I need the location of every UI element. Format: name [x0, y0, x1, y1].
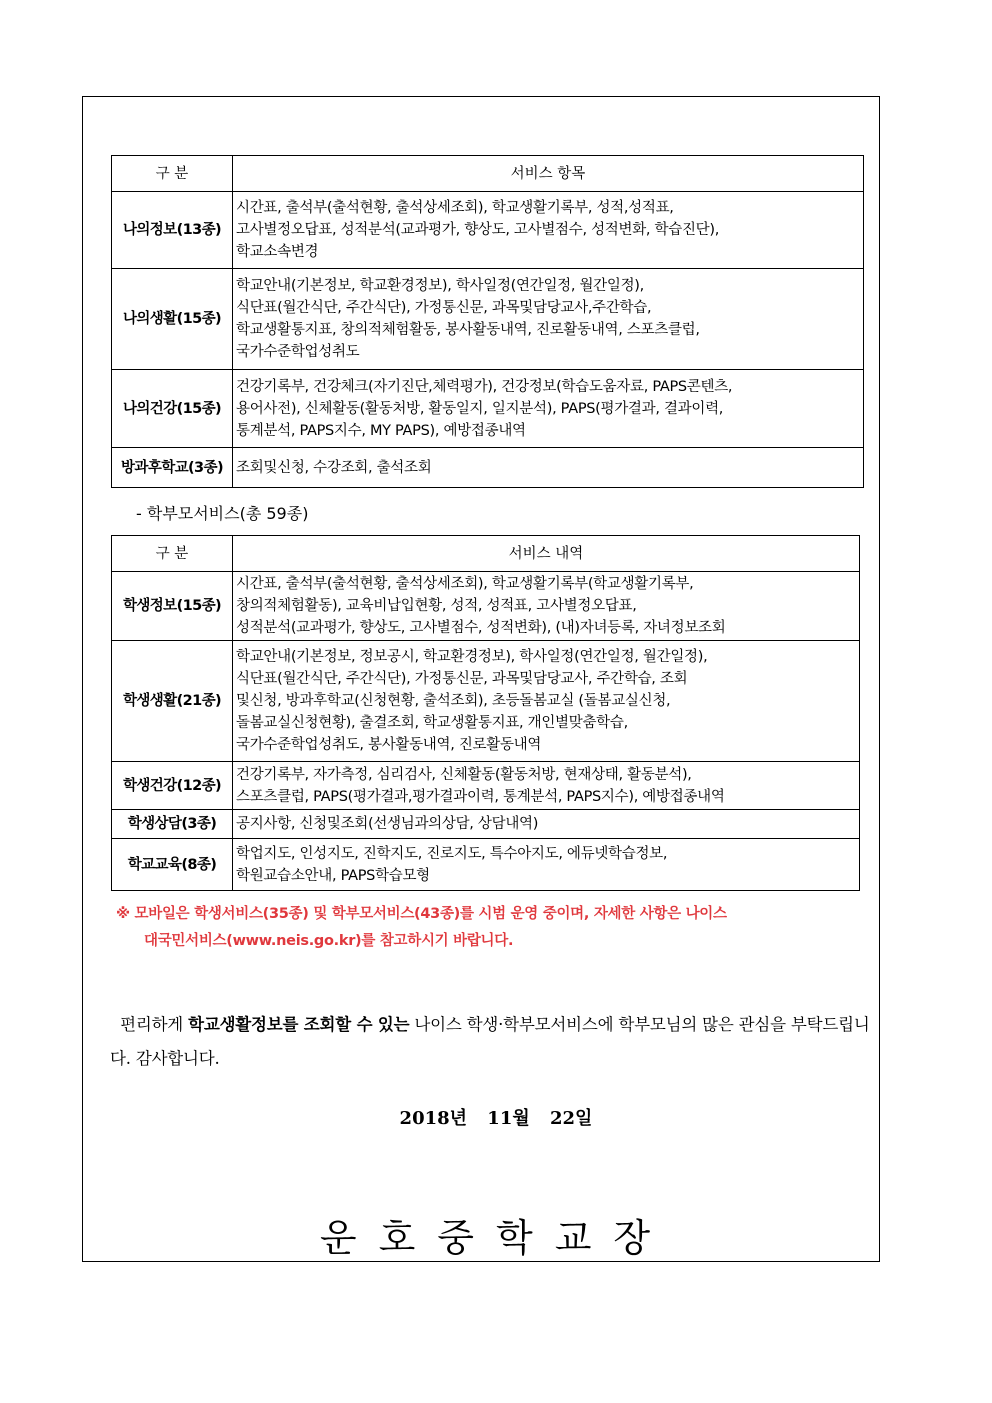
notice-line: 대국민서비스(www.neis.go.kr)를 참고하시기 바랍니다.	[144, 933, 514, 949]
description-line: 돌봄교실신청현황), 출결조회, 학교생활통지표, 개인별맞춤학습,	[236, 715, 628, 731]
description-line: 및신청, 방과후학교(신청현황, 출석조회), 초등돌봄교실 (돌봄교실신청,	[236, 693, 671, 709]
category-cell: 학교교육(8종)	[112, 839, 233, 891]
description-line: 학업지도, 인성지도, 진학지도, 진로지도, 특수아지도, 에듀넷학습정보,	[236, 845, 668, 862]
header-service-items: 서비스 항목	[233, 156, 864, 192]
paragraph-emphasis: 학교생활정보를 조회할 수 있는	[188, 1015, 410, 1034]
table-row	[112, 572, 860, 641]
notice-line: ※ 모바일은 학생서비스(35종) 및 학부모서비스(43종)를 시범 운영 중이며, 자세한 사항은 나이스	[116, 906, 727, 922]
table-row	[112, 370, 864, 448]
parent-service-table	[111, 535, 860, 891]
table-row	[112, 192, 864, 269]
paragraph-text: 편리하게	[110, 1015, 189, 1034]
table-row	[112, 269, 864, 370]
description-line: 조회및신청, 수강조회, 출석조회	[236, 459, 432, 476]
table-row	[112, 839, 860, 891]
description-line: 공지사항, 신청및조회(선생님과의상담, 상담내역)	[236, 816, 539, 832]
description-cell	[233, 192, 864, 269]
description-line: 건강기록부, 건강체크(자기진단,체력평가), 건강정보(학습도움자료, PAPS콘텐츠,	[236, 378, 733, 395]
description-line: 학원교습소안내, PAPS학습모형	[236, 867, 430, 884]
table-row	[112, 641, 860, 762]
description-line: 학교안내(기본정보, 학교환경정보), 학사일정(연간일정, 월간일정),	[236, 278, 644, 294]
description-line: 시간표, 출석부(출석현황, 출석상세조회), 학교생활기록부(학교생활기록부,	[236, 576, 694, 592]
description-line: 성적분석(교과평가, 향상도, 고사별점수, 성적변화), (내)자녀등록, 자녀정보조회	[236, 620, 726, 636]
category-cell: 방과후학교(3종)	[112, 448, 233, 488]
category-cell: 나의생활(15종)	[112, 269, 233, 370]
description-cell	[233, 641, 860, 762]
table-row	[112, 448, 864, 488]
description-line: 고사별정오답표, 성적분석(교과평가, 향상도, 고사별점수, 성적변화, 학습진단),	[236, 222, 720, 238]
closing-paragraph	[110, 1008, 870, 1076]
mobile-notice	[116, 901, 727, 955]
student-service-table	[111, 155, 864, 488]
category-cell: 나의정보(13종)	[112, 192, 233, 269]
category-cell: 나의건강(15종)	[112, 370, 233, 448]
description-line: 시간표, 출석부(출석현황, 출석상세조회), 학교생활기록부, 성적,성적표,	[236, 200, 674, 216]
header-category: 구 분	[112, 156, 233, 192]
description-line: 통계분석, PAPS지수, MY PAPS), 예방접종내역	[236, 422, 526, 439]
description-cell	[233, 370, 864, 448]
principal-signature: 운호중학교장	[319, 1216, 673, 1260]
category-cell: 학생건강(12종)	[112, 762, 233, 810]
description-cell	[233, 810, 860, 839]
description-line: 국가수준학업성취도, 봉사활동내역, 진로활동내역	[236, 737, 542, 753]
description-line: 국가수준학업성취도	[236, 344, 360, 360]
description-cell	[233, 448, 864, 488]
description-line: 학교생활통지표, 창의적체험활동, 봉사활동내역, 진로활동내역, 스포츠클럽,	[236, 322, 700, 338]
category-cell: 학생정보(15종)	[112, 572, 233, 641]
category-cell: 학생생활(21종)	[112, 641, 233, 762]
header-category: 구 분	[112, 536, 233, 572]
document-date: 2018년 11월 22일	[399, 1108, 593, 1129]
header-service-details: 서비스 내역	[233, 536, 860, 572]
description-cell	[233, 839, 860, 891]
table-row	[112, 810, 860, 839]
description-cell	[233, 572, 860, 641]
parent-service-subtitle: - 학부모서비스(총 59종)	[136, 504, 309, 523]
description-line: 학교소속변경	[236, 244, 319, 260]
description-line: 스포츠클럽, PAPS(평가결과,평가결과이력, 통계분석, PAPS지수), 예방접종내역	[236, 788, 725, 805]
description-line: 창의적체험활동), 교육비납입현황, 성적, 성적표, 고사별정오답표,	[236, 598, 637, 614]
description-cell	[233, 269, 864, 370]
description-line: 학교안내(기본정보, 정보공시, 학교환경정보), 학사일정(연간일정, 월간일정),	[236, 649, 708, 665]
description-cell	[233, 762, 860, 810]
description-line: 용어사전), 신체활동(활동처방, 활동일지, 일지분석), PAPS(평가결과, 결과이력,	[236, 400, 724, 417]
paragraph-text: 나이스 학생·학부모서비스에 학부모님의 많은 관심을 부탁드립니다. 감사합니다.	[110, 1015, 870, 1068]
category-cell: 학생상담(3종)	[112, 810, 233, 839]
table-row	[112, 762, 860, 810]
description-line: 식단표(월간식단, 주간식단), 가정통신문, 과목및담당교사,주간학습,	[236, 300, 652, 316]
description-line: 건강기록부, 자가측정, 심리검사, 신체활동(활동처방, 현재상태, 활동분석),	[236, 766, 692, 783]
description-line: 식단표(월간식단, 주간식단), 가정통신문, 과목및담당교사, 주간학습, 조회	[236, 671, 688, 687]
